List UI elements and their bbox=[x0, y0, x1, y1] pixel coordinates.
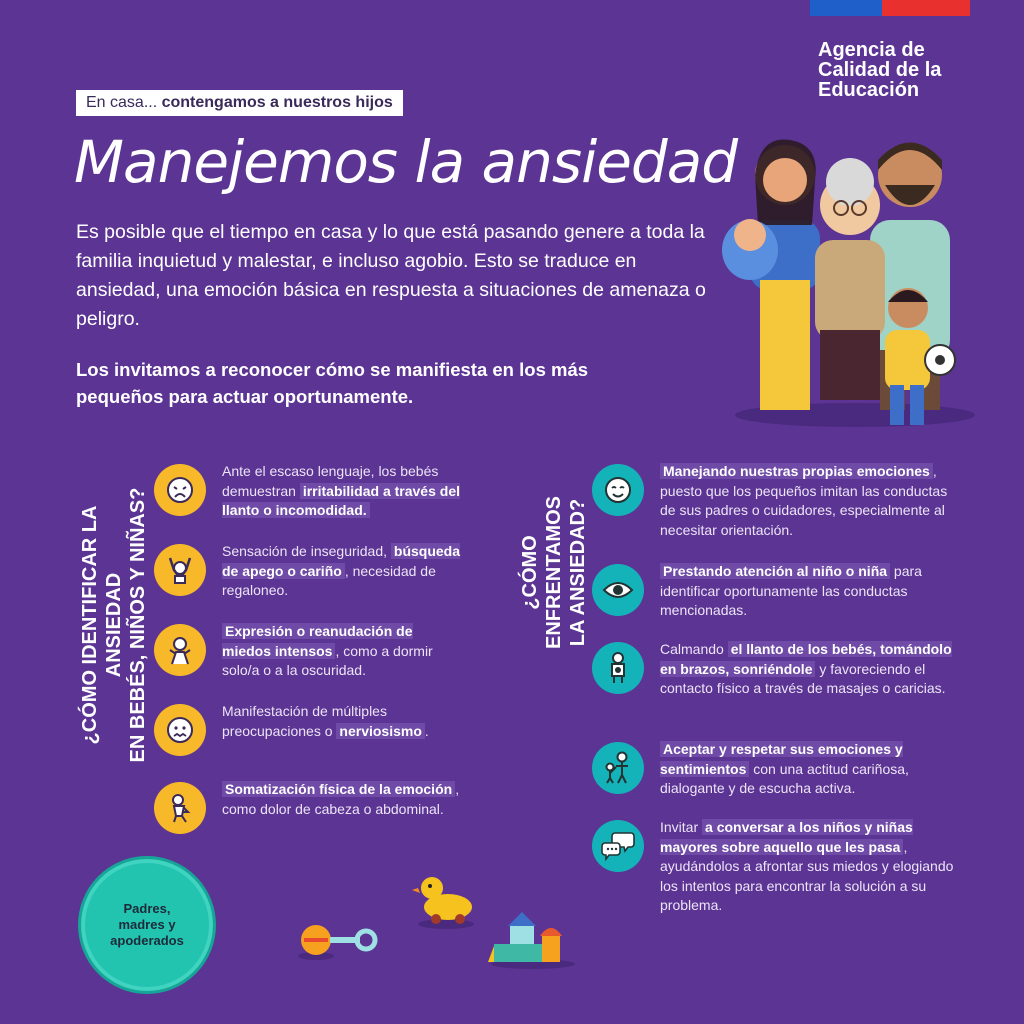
item-highlight: Manejando nuestras propias emociones bbox=[660, 463, 933, 479]
tagline bbox=[76, 90, 403, 116]
item-text: Calmando bbox=[660, 641, 728, 657]
tagline-bold: contengamos a nuestros hijos bbox=[161, 94, 393, 111]
item-highlight: irritabilidad a través del llanto o incomodidad. bbox=[222, 482, 460, 518]
item-highlight: el llanto de los bebés, tomándolo en brazos, sonriéndole bbox=[660, 641, 952, 677]
item-text: , como a dormir solo/a o a la oscuridad. bbox=[222, 642, 433, 678]
item-text: Ante el escaso lenguaje, los bebés demuestran bbox=[222, 463, 439, 499]
item-text: , necesidad de regaloneo. bbox=[222, 562, 436, 598]
item-highlight: Aceptar y respetar sus emociones y sentimientos bbox=[660, 741, 903, 777]
audience-badge: Padres, madres y apoderados bbox=[78, 856, 216, 994]
parent-child-icon bbox=[592, 742, 644, 794]
speech-bubbles-icon bbox=[592, 820, 644, 872]
scared-child-icon bbox=[154, 624, 206, 676]
item-highlight: a conversar a los niños y niñas mayores sobre aquello que les pasa bbox=[660, 819, 913, 855]
list-item bbox=[154, 702, 462, 756]
item-text: Invitar bbox=[660, 819, 703, 835]
item-text: y favoreciendo el contacto físico a través de masajes o caricias. bbox=[660, 660, 946, 696]
intro-paragraph: Es posible que el tiempo en casa y lo que está pasando genere a toda la familia inquietud y malestar, e incluso agobio. Esto se traduce en ansiedad, una emoción básica en respuesta a situaciones de amenaza o peligro. bbox=[76, 221, 706, 330]
list-item bbox=[592, 740, 960, 799]
item-highlight: Prestando atención al niño o niña bbox=[660, 563, 890, 579]
item-text: para identificar oportunamente las conductas mencionadas. bbox=[660, 563, 922, 618]
item-text: . bbox=[424, 722, 429, 739]
page-title: Manejemos la ansiedad bbox=[74, 128, 738, 196]
arms-up-icon bbox=[154, 544, 206, 596]
eye-icon bbox=[592, 564, 644, 616]
item-text: , puesto que los pequeños imitan las conductas de sus padres o cuidadores, especialmente al necesitar orientación. bbox=[660, 463, 948, 538]
list-item bbox=[154, 542, 462, 601]
crying-face-icon bbox=[154, 464, 206, 516]
list-item bbox=[154, 780, 462, 834]
list-item bbox=[592, 818, 960, 916]
list-item bbox=[592, 562, 960, 621]
right-section-heading: ¿CÓMO ENFRENTAMOS LA ANSIEDAD? bbox=[519, 496, 589, 649]
toy-duck-icon bbox=[408, 872, 478, 932]
calm-face-icon bbox=[592, 464, 644, 516]
list-item bbox=[592, 640, 960, 699]
item-text: Sensación de inseguridad, bbox=[222, 543, 391, 559]
item-text: , ayudándolos a afrontar sus miedos y elogiando los intentos para encontrar la solución a su problema. bbox=[660, 838, 954, 913]
item-highlight: Expresión o reanudación de miedos intensos bbox=[222, 623, 413, 659]
item-text: , como dolor de cabeza o abdominal. bbox=[222, 781, 460, 817]
toy-blocks-icon bbox=[488, 906, 578, 970]
item-text: con una actitud cariñosa, dialogante y de escucha activa. bbox=[660, 760, 909, 796]
list-item bbox=[592, 462, 960, 540]
stomachache-icon bbox=[154, 782, 206, 834]
rattle-icon bbox=[296, 920, 386, 964]
worried-face-icon bbox=[154, 704, 206, 756]
holding-baby-icon bbox=[592, 642, 644, 694]
item-highlight: Somatización física de la emoción bbox=[222, 781, 455, 797]
list-item bbox=[154, 462, 462, 521]
item-highlight: búsqueda de apego o cariño bbox=[222, 543, 461, 579]
tagline-prefix: En casa... bbox=[86, 94, 162, 111]
left-section-heading: ¿CÓMO IDENTIFICAR LA ANSIEDAD EN BEBÉS, NIÑOS Y NIÑAS? bbox=[79, 487, 149, 763]
item-highlight: nerviosismo bbox=[336, 723, 424, 739]
family-illustration bbox=[720, 130, 990, 440]
agency-logo-text: Agencia de Calidad de la Educación bbox=[818, 39, 942, 101]
item-text: Manifestación de múltiples preocupaciones o bbox=[222, 703, 387, 739]
list-item bbox=[154, 622, 462, 681]
invite-paragraph: Los invitamos a reconocer cómo se manifiesta en los más pequeños para actuar oportunamente. bbox=[76, 359, 589, 407]
chile-flag-stripe bbox=[810, 0, 970, 16]
